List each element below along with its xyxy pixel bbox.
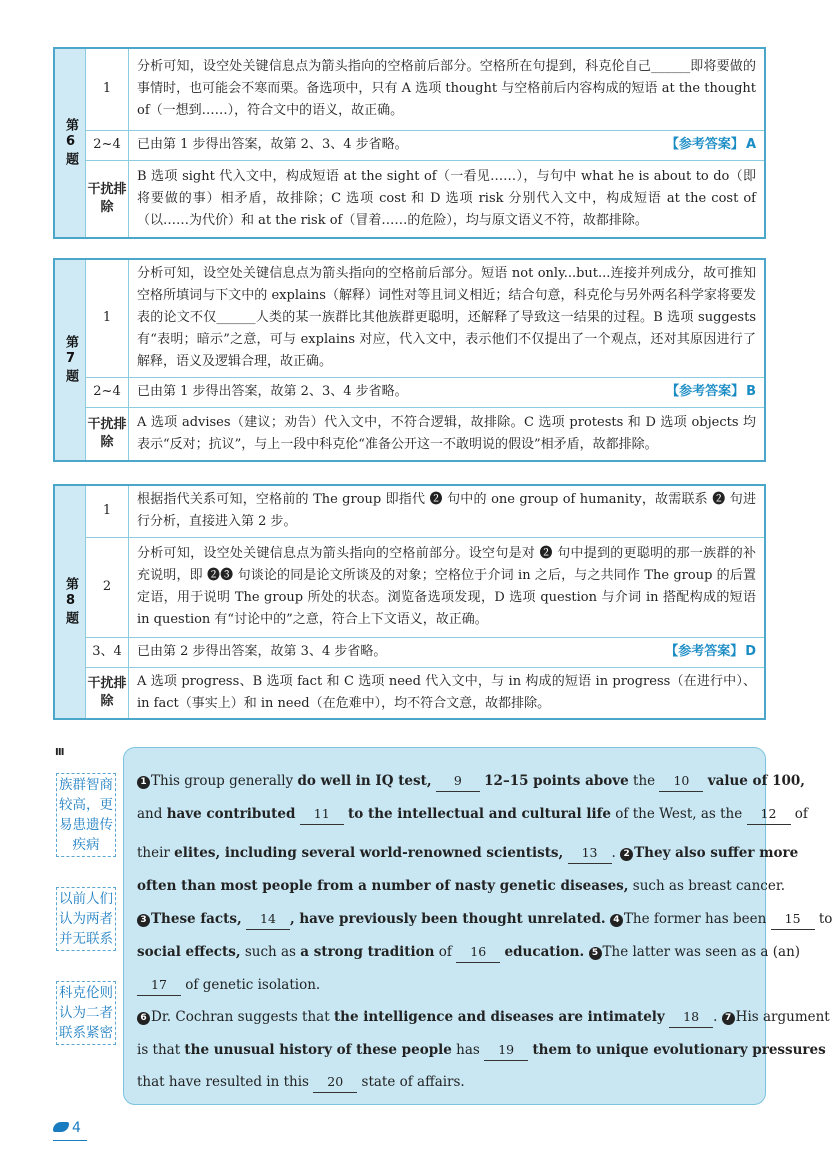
passage-line: 6 Dr. Cochran suggests that the intelligence and diseases are intimately 18 . 7 His argument	[137, 1007, 830, 1028]
passage-line	[137, 876, 785, 896]
passage-text: state of affairs.	[357, 1074, 465, 1090]
sentence-marker: 5	[589, 947, 602, 960]
divider	[53, 1140, 87, 1141]
answer-value: A	[745, 137, 756, 152]
passage-text: These facts,	[151, 911, 242, 927]
passage-line	[137, 1072, 465, 1093]
blank[interactable]: 14	[246, 909, 290, 930]
step-number: 2~4	[86, 130, 129, 160]
passage-text: that have resulted in this	[137, 1074, 314, 1090]
step-number: 1	[86, 485, 129, 537]
analysis-row	[129, 637, 766, 667]
blank[interactable]: 15	[771, 909, 815, 930]
question-label: 第6题	[54, 48, 86, 238]
question-label: 第7题	[54, 259, 86, 461]
passage-text: His argument	[735, 1009, 830, 1025]
answer-label: 【参考答案】	[665, 644, 744, 659]
question-6-table	[53, 47, 766, 239]
analysis-row	[129, 377, 766, 407]
passage-text: of the West, as the	[611, 806, 747, 822]
passage-line	[137, 942, 800, 963]
passage-text: such as	[240, 944, 301, 960]
step-number: 1	[86, 48, 129, 130]
distractor-label: 干扰排除	[86, 667, 129, 719]
note-box: 科克伦则认为二者联系紧密	[56, 981, 116, 1045]
passage-text: a strong tradition	[300, 944, 435, 960]
passage-text: The former has been	[623, 911, 771, 927]
distractor-text: A 选项 progress、B 选项 fact 和 C 选项 need 代入文中，与 in 构成的短语 in progress（在进行中）、in fact（事实上）和 in need（在危难中），均不符合文意，故都排除。	[129, 667, 766, 719]
passage-line	[137, 771, 805, 792]
step-number: 3、4	[86, 637, 129, 667]
passage-text: them to unique evolutionary pressures	[532, 1042, 826, 1058]
notes-column	[53, 747, 121, 1105]
step-number: 1	[86, 259, 129, 377]
analysis-text: 已由第 1 步得出答案，故第 2、3、4 步省略。	[137, 384, 408, 399]
section-3	[53, 747, 832, 1105]
passage-text: the unusual history of these people	[184, 1042, 452, 1058]
passage-text: elites, including several world-renowned scientists,	[174, 845, 564, 861]
answer-badge	[665, 641, 756, 663]
analysis-text: 已由第 1 步得出答案，故第 2、3、4 步省略。	[137, 137, 408, 152]
distractor-label: 干扰排除	[86, 407, 129, 461]
blank[interactable]: 17	[137, 975, 181, 996]
passage-text: 12–15 points above	[484, 773, 629, 789]
section-label: Ⅲ	[55, 747, 65, 758]
blank[interactable]: 9	[436, 771, 480, 792]
sentence-marker: 7	[722, 1012, 735, 1025]
passage-text: the	[628, 773, 660, 789]
passage-text: They also suffer more	[634, 845, 799, 861]
sentence-marker: 6	[137, 1012, 150, 1025]
analysis-text: 已由第 2 步得出答案，故第 3、4 步省略。	[137, 644, 387, 659]
blank[interactable]: 11	[300, 804, 344, 825]
blank[interactable]: 12	[747, 804, 791, 825]
passage-text: This group generally	[151, 773, 298, 789]
answer-value: B	[746, 384, 756, 399]
passage-text: of	[434, 944, 457, 960]
passage-text: to the intellectual and cultural life	[348, 806, 612, 822]
answer-badge	[666, 381, 756, 403]
passage-line	[137, 975, 320, 996]
answer-label: 【参考答案】	[666, 384, 745, 399]
page-number	[53, 1120, 81, 1136]
passage-line	[137, 909, 832, 930]
passage-text: their	[137, 845, 175, 861]
distractor-text: B 选项 sight 代入文中，构成短语 at the sight of（一看见……），与句中 what he is about to do（即将要做的事）相矛盾，故排除；C 选项 cost 和 D 选项 risk 分别代入文中，构成短语 at the cost of（以……为代价）和 at the risk of（冒着……的危险），均与原文语义不符，故都排除。	[129, 160, 766, 238]
passage-line: their elites, including several world-renowned scientists, 13 . 2 They also suffer more	[137, 843, 798, 864]
note-box: 以前人们认为两者并无联系	[56, 887, 116, 951]
step-number: 2~4	[86, 377, 129, 407]
blank[interactable]: 19	[484, 1040, 528, 1061]
passage-line	[137, 804, 808, 825]
distractor-label: 干扰排除	[86, 160, 129, 238]
sentence-marker: 1	[137, 776, 150, 789]
answer-value: D	[745, 644, 756, 659]
step-number: 2	[86, 537, 129, 637]
passage-text: is that	[137, 1042, 185, 1058]
answer-badge	[666, 134, 756, 156]
passage-text: education.	[504, 944, 585, 960]
sentence-marker: 3	[137, 914, 150, 927]
passage-line	[137, 1040, 826, 1061]
analysis-text: 根据指代关系可知，空格前的 The group 即指代 ❷ 句中的 one group of humanity，故需联系 ❷ 句进行分析，直接进入第 2 步。	[129, 485, 766, 537]
passage-text: and	[137, 806, 167, 822]
analysis-text: 分析可知，设空处关键信息点为箭头指向的空格前部分。设空句是对 ❷ 句中提到的更聪明的那一族群的补充说明，即 ❷❸ 句谈论的同是论文所谈及的对象；空格位于介词 in 之后，与之共同作 The group 的后置定语，用于说明 The group 所处的状态。浏览备选项发现，D 选项 question 与介词 in 搭配构成的短语 in question 有“讨论中的”之意，符合上下文语义，故正确。	[129, 537, 766, 637]
passage-text: , have previously been thought unrelated.	[289, 911, 606, 927]
passage-text: such as breast cancer.	[628, 878, 786, 894]
distractor-text: A 选项 advises（建议；劝告）代入文中，不符合逻辑，故排除。C 选项 protests 和 D 选项 objects 均表示“反对；抗议”，与上一段中科克伦“准备公开这一不敢明说的假设”相矛盾，故都排除。	[129, 407, 766, 461]
passage-text: value of 100,	[707, 773, 805, 789]
passage-text: do well in IQ test,	[297, 773, 432, 789]
leaf-icon	[53, 1122, 69, 1132]
sentence-marker: 2	[620, 848, 633, 861]
blank[interactable]: 20	[313, 1072, 357, 1093]
note-box: 族群智商较高，更易患遗传疾病	[56, 773, 116, 857]
analysis-text: 分析可知，设空处关键信息点为箭头指向的空格前后部分。短语 not only...but...连接并列成分，故可推知空格所填词与下文中的 explains（解释）词性对等且词义相近；结合句意，科克伦与另外两名科学家将要发表的论文不仅______人类的某一族群比其他族群更聪明，还解释了导致这一结果的过程。B 选项 suggests 有“表明；暗示”之意，可与 explains 对应，代入文中，表示他们不仅提出了一个观点，还对其原因进行了解释，语义及逻辑合理，故正确。	[129, 259, 766, 377]
passage-text: of genetic isolation.	[181, 977, 321, 993]
passage-text: social effects,	[137, 944, 241, 960]
passage-text: to	[814, 911, 832, 927]
passage-text: The latter was seen as a (an)	[602, 944, 801, 960]
analysis-text: 分析可知，设空处关键信息点为箭头指向的空格前后部分。空格所在句提到，科克伦自己______即将要做的事情时，也可能会不寒而栗。备选项中，只有 A 选项 thought 与空格前后内容构成的短语 at the thought of（一想到……），符合文中的语义，故正确。	[129, 48, 766, 130]
answer-label: 【参考答案】	[665, 137, 744, 152]
blank[interactable]: 18	[669, 1007, 713, 1028]
sentence-marker: 4	[610, 914, 623, 927]
passage-text: have contributed	[166, 806, 296, 822]
question-7-table	[53, 258, 766, 462]
question-8-table	[53, 484, 766, 720]
blank[interactable]: 13	[568, 843, 612, 864]
page-number-text: 4	[72, 1120, 81, 1136]
passage-text: Dr. Cochran suggests that	[151, 1009, 334, 1025]
passage-text: often than most people from a number of nasty genetic diseases,	[137, 878, 629, 894]
analysis-row	[129, 130, 766, 160]
blank[interactable]: 10	[659, 771, 703, 792]
passage-text: of	[790, 806, 808, 822]
blank[interactable]: 16	[456, 942, 500, 963]
passage-text: the intelligence and diseases are intimately	[333, 1009, 665, 1025]
question-label: 第8题	[54, 485, 86, 719]
passage-text: has	[451, 1042, 485, 1058]
